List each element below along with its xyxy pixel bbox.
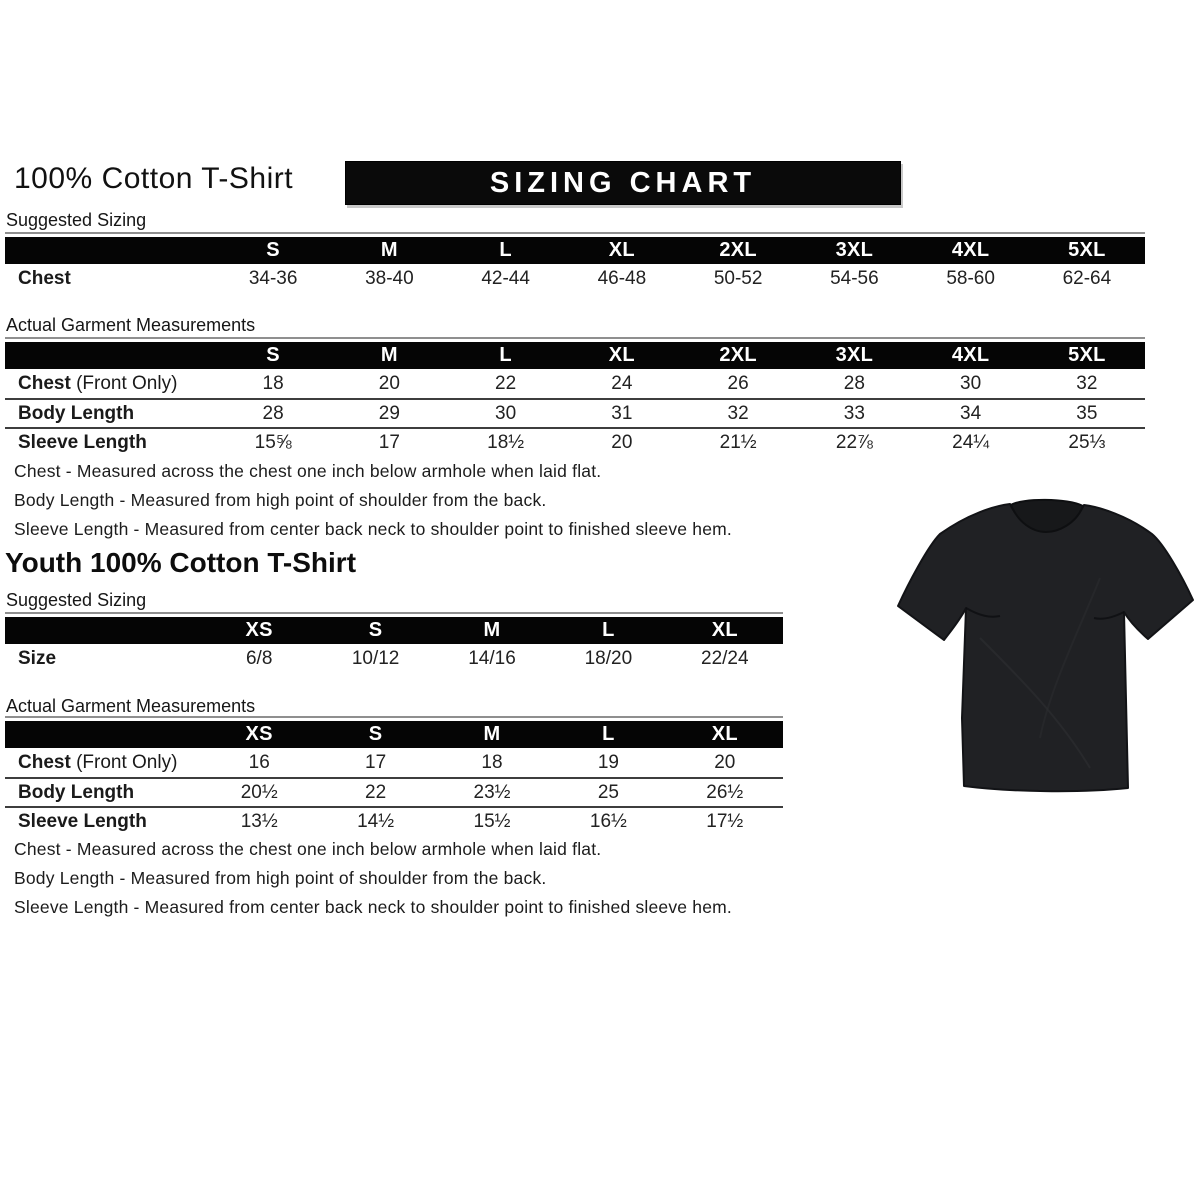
section-label-adult-measurements: Actual Garment Measurements (6, 315, 256, 335)
youth-suggested-sizing-table (5, 612, 783, 674)
column-header: 4XL (951, 344, 990, 366)
youth-garment-measurements-table (5, 716, 783, 835)
table-cell: 22 (365, 781, 387, 803)
column-header: S (266, 239, 280, 261)
adult-garment-measurements-table (5, 337, 1145, 456)
table-header-row (5, 237, 1145, 264)
table-cell: 18 (262, 372, 284, 394)
adult-suggested-sizing-table (5, 232, 1145, 294)
table-cell: 42-44 (481, 268, 530, 289)
table-header-row (5, 721, 783, 748)
table-cell: 20½ (240, 781, 278, 803)
row-label: Sleeve Length (18, 431, 147, 453)
table-cell: 46-48 (597, 268, 647, 289)
note-line: Sleeve Length - Measured from center back neck to shoulder point to finished sleeve hem. (14, 519, 732, 539)
note-line: Body Length - Measured from high point of shoulder from the back. (14, 490, 547, 510)
column-header: M (380, 344, 398, 366)
table-cell: 17 (365, 751, 387, 773)
table-cell: 17 (378, 431, 400, 453)
table-cell: 25⅓ (1068, 431, 1106, 453)
column-header: S (266, 344, 280, 366)
column-header: L (602, 619, 615, 641)
note-line: Body Length - Measured from high point of shoulder from the back. (14, 868, 547, 888)
table-cell: 20 (611, 431, 633, 453)
table-cell: 16½ (589, 810, 627, 832)
table-cell: 24¼ (952, 431, 990, 453)
table-cell: 58-60 (946, 268, 995, 289)
column-header: 2XL (719, 344, 757, 366)
column-header: M (483, 619, 501, 641)
table-cell: 62-64 (1062, 268, 1112, 289)
column-header: L (602, 723, 615, 745)
table-cell: 18 (481, 751, 503, 773)
table-cell: 50-52 (713, 268, 763, 289)
table-row (5, 264, 1145, 294)
row-label: Chest (Front Only) (18, 372, 178, 394)
table-cell: 15⅝ (254, 431, 292, 453)
table-cell: 14/16 (468, 648, 516, 669)
table-cell: 28 (262, 402, 284, 424)
column-header: XL (711, 619, 738, 641)
adult-measurement-notes (14, 462, 732, 549)
note-line: Chest - Measured across the chest one inch below armhole when laid flat. (14, 839, 602, 859)
row-label: Body Length (18, 402, 135, 424)
section-label-youth-measurements: Actual Garment Measurements (6, 696, 256, 716)
table-cell: 19 (597, 751, 619, 773)
column-header: 2XL (719, 239, 757, 261)
section-label-youth-suggested: Suggested Sizing (6, 590, 147, 610)
youth-measurement-notes (14, 840, 732, 927)
table-cell: 24 (611, 372, 633, 394)
column-header: 4XL (951, 239, 990, 261)
table-row (5, 427, 1145, 456)
table-cell: 18/20 (584, 648, 633, 669)
column-header: XL (608, 344, 635, 366)
table-row (5, 748, 783, 777)
row-label: Size (18, 648, 57, 669)
table-cell: 10/12 (351, 648, 400, 669)
table-row (5, 806, 783, 835)
table-cell: 13½ (240, 810, 278, 832)
table-cell: 30 (495, 402, 517, 424)
table-cell: 16 (248, 751, 270, 773)
table-row (5, 644, 783, 674)
table-row (5, 398, 1145, 427)
table-cell: 33 (843, 402, 865, 424)
column-header: S (368, 723, 383, 745)
table-cell: 30 (960, 372, 982, 394)
table-cell: 38-40 (365, 268, 414, 289)
sizing-chart-banner-label: SIZING CHART (489, 166, 757, 199)
sizing-chart-banner (345, 161, 901, 205)
row-label: Sleeve Length (18, 810, 147, 832)
note-line: Chest - Measured across the chest one inch below armhole when laid flat. (14, 461, 602, 481)
row-label: Chest (18, 268, 71, 289)
column-header: XS (245, 723, 273, 745)
tshirt-graphic (890, 488, 1200, 806)
youth-section-title: Youth 100% Cotton T-Shirt (5, 547, 357, 578)
table-cell: 22 (495, 372, 517, 394)
column-header: 3XL (835, 239, 874, 261)
column-header: 3XL (835, 344, 874, 366)
section-label-adult-suggested: Suggested Sizing (6, 210, 147, 230)
column-header: L (499, 239, 512, 261)
table-cell: 34 (960, 402, 982, 424)
column-header: S (368, 619, 383, 641)
table-header-row (5, 342, 1145, 369)
column-header: XL (608, 239, 635, 261)
table-cell: 35 (1076, 402, 1098, 424)
column-header: XS (245, 619, 273, 641)
table-cell: 20 (714, 751, 736, 773)
table-header-row (5, 617, 783, 644)
table-cell: 23½ (473, 781, 511, 803)
row-label: Chest (Front Only) (18, 751, 178, 773)
table-cell: 32 (1076, 372, 1098, 394)
row-label: Body Length (18, 781, 135, 803)
table-cell: 25 (597, 781, 619, 803)
table-cell: 18½ (487, 431, 525, 453)
table-cell: 31 (611, 402, 633, 424)
table-cell: 20 (378, 372, 400, 394)
column-header: L (499, 344, 512, 366)
table-cell: 21½ (719, 431, 757, 453)
table-cell: 26½ (706, 781, 744, 803)
table-cell: 26 (727, 372, 749, 394)
table-cell: 34-36 (248, 268, 298, 289)
column-header: 5XL (1068, 344, 1106, 366)
table-cell: 54-56 (830, 268, 879, 289)
table-cell: 32 (727, 402, 749, 424)
table-cell: 14½ (357, 810, 395, 832)
tshirt-product-image (890, 488, 1200, 806)
column-header: M (483, 723, 501, 745)
table-row (5, 369, 1145, 398)
table-cell: 6/8 (245, 648, 273, 669)
column-header: 5XL (1068, 239, 1106, 261)
page-title: 100% Cotton T-Shirt (14, 162, 294, 195)
column-header: XL (711, 723, 738, 745)
column-header: M (380, 239, 398, 261)
table-cell: 28 (843, 372, 865, 394)
table-cell: 22/24 (701, 648, 749, 669)
note-line: Sleeve Length - Measured from center back neck to shoulder point to finished sleeve hem. (14, 897, 732, 917)
table-cell: 17½ (706, 810, 744, 832)
table-cell: 29 (378, 402, 400, 424)
table-cell: 15½ (473, 810, 511, 832)
table-row (5, 777, 783, 806)
table-cell: 22⅞ (835, 431, 873, 453)
